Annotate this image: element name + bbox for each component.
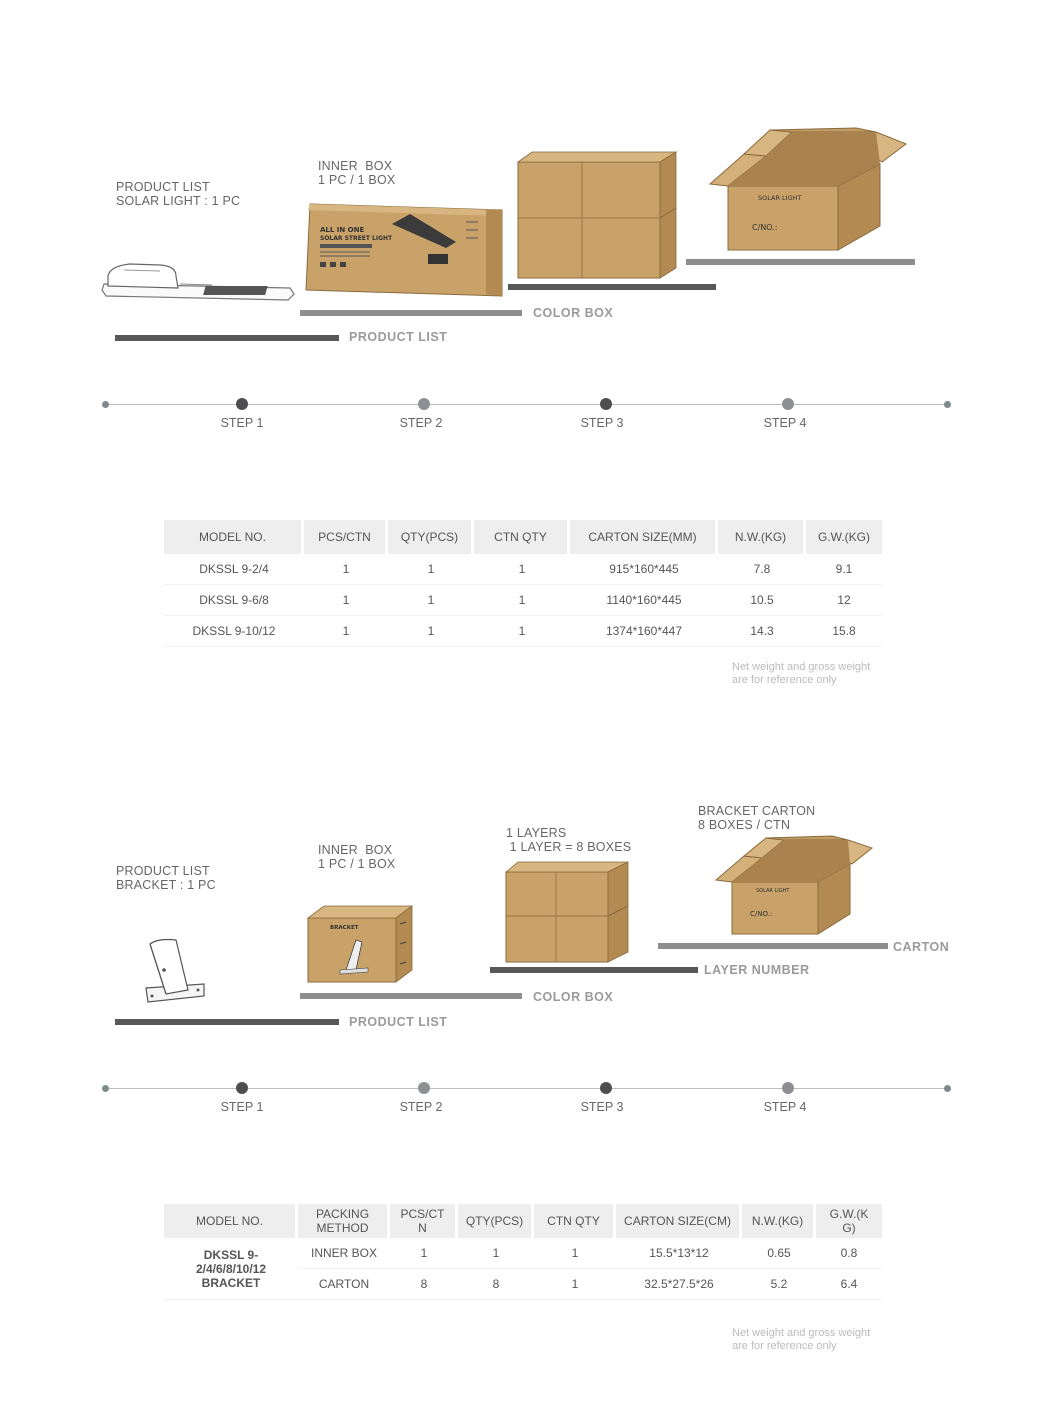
cell: 6.4 (816, 1269, 882, 1300)
col-header: N.W.(KG) (742, 1204, 816, 1238)
cell: 5.2 (742, 1269, 816, 1300)
bracket-inner-box-illustration (306, 904, 416, 984)
product-list-bar-label: PRODUCT LIST (349, 330, 448, 344)
color-box-bar-label: COLOR BOX (533, 306, 614, 320)
product-list-label: PRODUCT LIST SOLAR LIGHT : 1 PC (116, 180, 241, 208)
step-3-label: STEP 3 (580, 1100, 624, 1114)
cell: 1 (388, 585, 474, 616)
bracket-carton-cno-print: C/NO.: (750, 910, 773, 918)
solar-light-illustration (100, 262, 296, 306)
table-row (164, 585, 882, 616)
col-header: G.W.(KG) (806, 520, 882, 554)
col-header: QTY(PCS) (458, 1204, 534, 1238)
cell: INNER BOX (298, 1238, 390, 1269)
cell: 1 (388, 554, 474, 585)
bracket-carton-illustration (714, 834, 874, 936)
step-2-dot (418, 398, 430, 410)
inner-box-print-line2: SOLAR STREET LIGHT (320, 235, 393, 242)
product-list-bar (115, 1019, 339, 1025)
timeline-start-dot (102, 1085, 109, 1092)
step-3-label: STEP 3 (580, 416, 624, 430)
inner-box-label: INNER BOX 1 PC / 1 BOX (318, 843, 396, 871)
step-1-dot (236, 1082, 248, 1094)
cell: DKSSL 9-2/4 (164, 554, 304, 585)
step-2-label: STEP 2 (399, 416, 443, 430)
step-1-label: STEP 1 (220, 1100, 264, 1114)
color-box-bar-label: COLOR BOX (533, 990, 614, 1004)
cell: 15.5*13*12 (616, 1238, 742, 1269)
cell: 14.3 (718, 616, 806, 647)
cell: 0.65 (742, 1238, 816, 1269)
cell: 15.8 (806, 616, 882, 647)
step-4-label: STEP 4 (763, 1100, 807, 1114)
inner-box-print-line1: ALL IN ONE (320, 226, 365, 234)
cell: 1 (474, 585, 570, 616)
step-1-label: STEP 1 (220, 416, 264, 430)
cell: CARTON (298, 1269, 390, 1300)
cell: 8 (458, 1269, 534, 1300)
col-header: PACKING METHOD (298, 1204, 390, 1238)
cell: DKSSL 9-6/8 (164, 585, 304, 616)
model-cell: DKSSL 9- 2/4/6/8/10/12 BRACKET (164, 1238, 298, 1300)
layer-box-stack-illustration (504, 860, 632, 964)
timeline-line (105, 1088, 948, 1089)
step-2-dot (418, 1082, 430, 1094)
color-box-stack-illustration (514, 150, 680, 280)
bracket-carton-brand-print: SOLAR LIGHT (756, 888, 790, 894)
color-box-bar (300, 310, 522, 316)
cell: 1 (388, 616, 474, 647)
timeline-end-dot (944, 1085, 951, 1092)
cell: 1 (304, 585, 388, 616)
cell: 1 (304, 554, 388, 585)
cell: 8 (390, 1269, 458, 1300)
table-row (164, 1238, 882, 1269)
cell: 1 (304, 616, 388, 647)
cell: 1 (474, 616, 570, 647)
col-header: CARTON SIZE(CM) (616, 1204, 742, 1238)
cell: 1 (474, 554, 570, 585)
step-4-dot (782, 398, 794, 410)
cell: 1 (458, 1238, 534, 1269)
cell: 10.5 (718, 585, 806, 616)
bracket-packing-spec-table (164, 1204, 882, 1300)
col-header: PCS/CTN (304, 520, 388, 554)
layer-bar (508, 284, 716, 290)
col-header: PCS/CT N (390, 1204, 458, 1238)
carton-bar (658, 943, 888, 949)
cell: DKSSL 9-10/12 (164, 616, 304, 647)
step-1-dot (236, 398, 248, 410)
timeline-start-dot (102, 401, 109, 408)
col-header: CTN QTY (474, 520, 570, 554)
weight-note: Net weight and gross weight are for reference only (732, 1327, 871, 1352)
table-row (164, 616, 882, 647)
col-header: CTN QTY (534, 1204, 616, 1238)
cell: 32.5*27.5*26 (616, 1269, 742, 1300)
carton-brand-print: SOLAR LIGHT (758, 194, 802, 202)
product-list-label: PRODUCT LIST BRACKET : 1 PC (116, 864, 216, 892)
col-header: N.W.(KG) (718, 520, 806, 554)
product-list-bar-label: PRODUCT LIST (349, 1015, 448, 1029)
col-header: QTY(PCS) (388, 520, 474, 554)
inner-box-label: INNER BOX 1 PC / 1 BOX (318, 159, 396, 187)
timeline-end-dot (944, 401, 951, 408)
carton-cno-print: C/NO.: (752, 223, 778, 232)
cell: 0.8 (816, 1238, 882, 1269)
step-3-dot (600, 398, 612, 410)
col-header: MODEL NO. (164, 520, 304, 554)
cell: 7.8 (718, 554, 806, 585)
step-4-dot (782, 1082, 794, 1094)
col-header: MODEL NO. (164, 1204, 298, 1238)
cell: 1 (534, 1238, 616, 1269)
table-row (164, 554, 882, 585)
bracket-illustration (140, 936, 210, 1006)
table-header-row (164, 1204, 882, 1238)
color-box-bar (300, 993, 522, 999)
step-4-label: STEP 4 (763, 416, 807, 430)
carton-illustration (706, 126, 910, 252)
table-header-row (164, 520, 882, 554)
step-2-label: STEP 2 (399, 1100, 443, 1114)
packing-spec-table (164, 520, 882, 647)
cell: 915*160*445 (570, 554, 718, 585)
cell: 1374*160*447 (570, 616, 718, 647)
product-list-bar (115, 335, 339, 341)
inner-box-illustration (306, 204, 506, 300)
cell: 1140*160*445 (570, 585, 718, 616)
timeline-line (105, 404, 948, 405)
cell: 12 (806, 585, 882, 616)
bracket-carton-label: BRACKET CARTON 8 BOXES / CTN (698, 804, 816, 832)
cell: 1 (390, 1238, 458, 1269)
carton-bar-label: CARTON (893, 940, 950, 954)
layer-number-bar-label: LAYER NUMBER (704, 963, 810, 977)
layer-number-bar (490, 967, 698, 973)
bracket-box-print: BRACKET (330, 925, 359, 931)
layers-label: 1 LAYERS 1 LAYER = 8 BOXES (506, 826, 632, 854)
col-header: G.W.(K G) (816, 1204, 882, 1238)
cell: 1 (534, 1269, 616, 1300)
weight-note: Net weight and gross weight are for reference only (732, 661, 871, 686)
step-3-dot (600, 1082, 612, 1094)
cell: 9.1 (806, 554, 882, 585)
carton-bar (686, 259, 915, 265)
col-header: CARTON SIZE(MM) (570, 520, 718, 554)
